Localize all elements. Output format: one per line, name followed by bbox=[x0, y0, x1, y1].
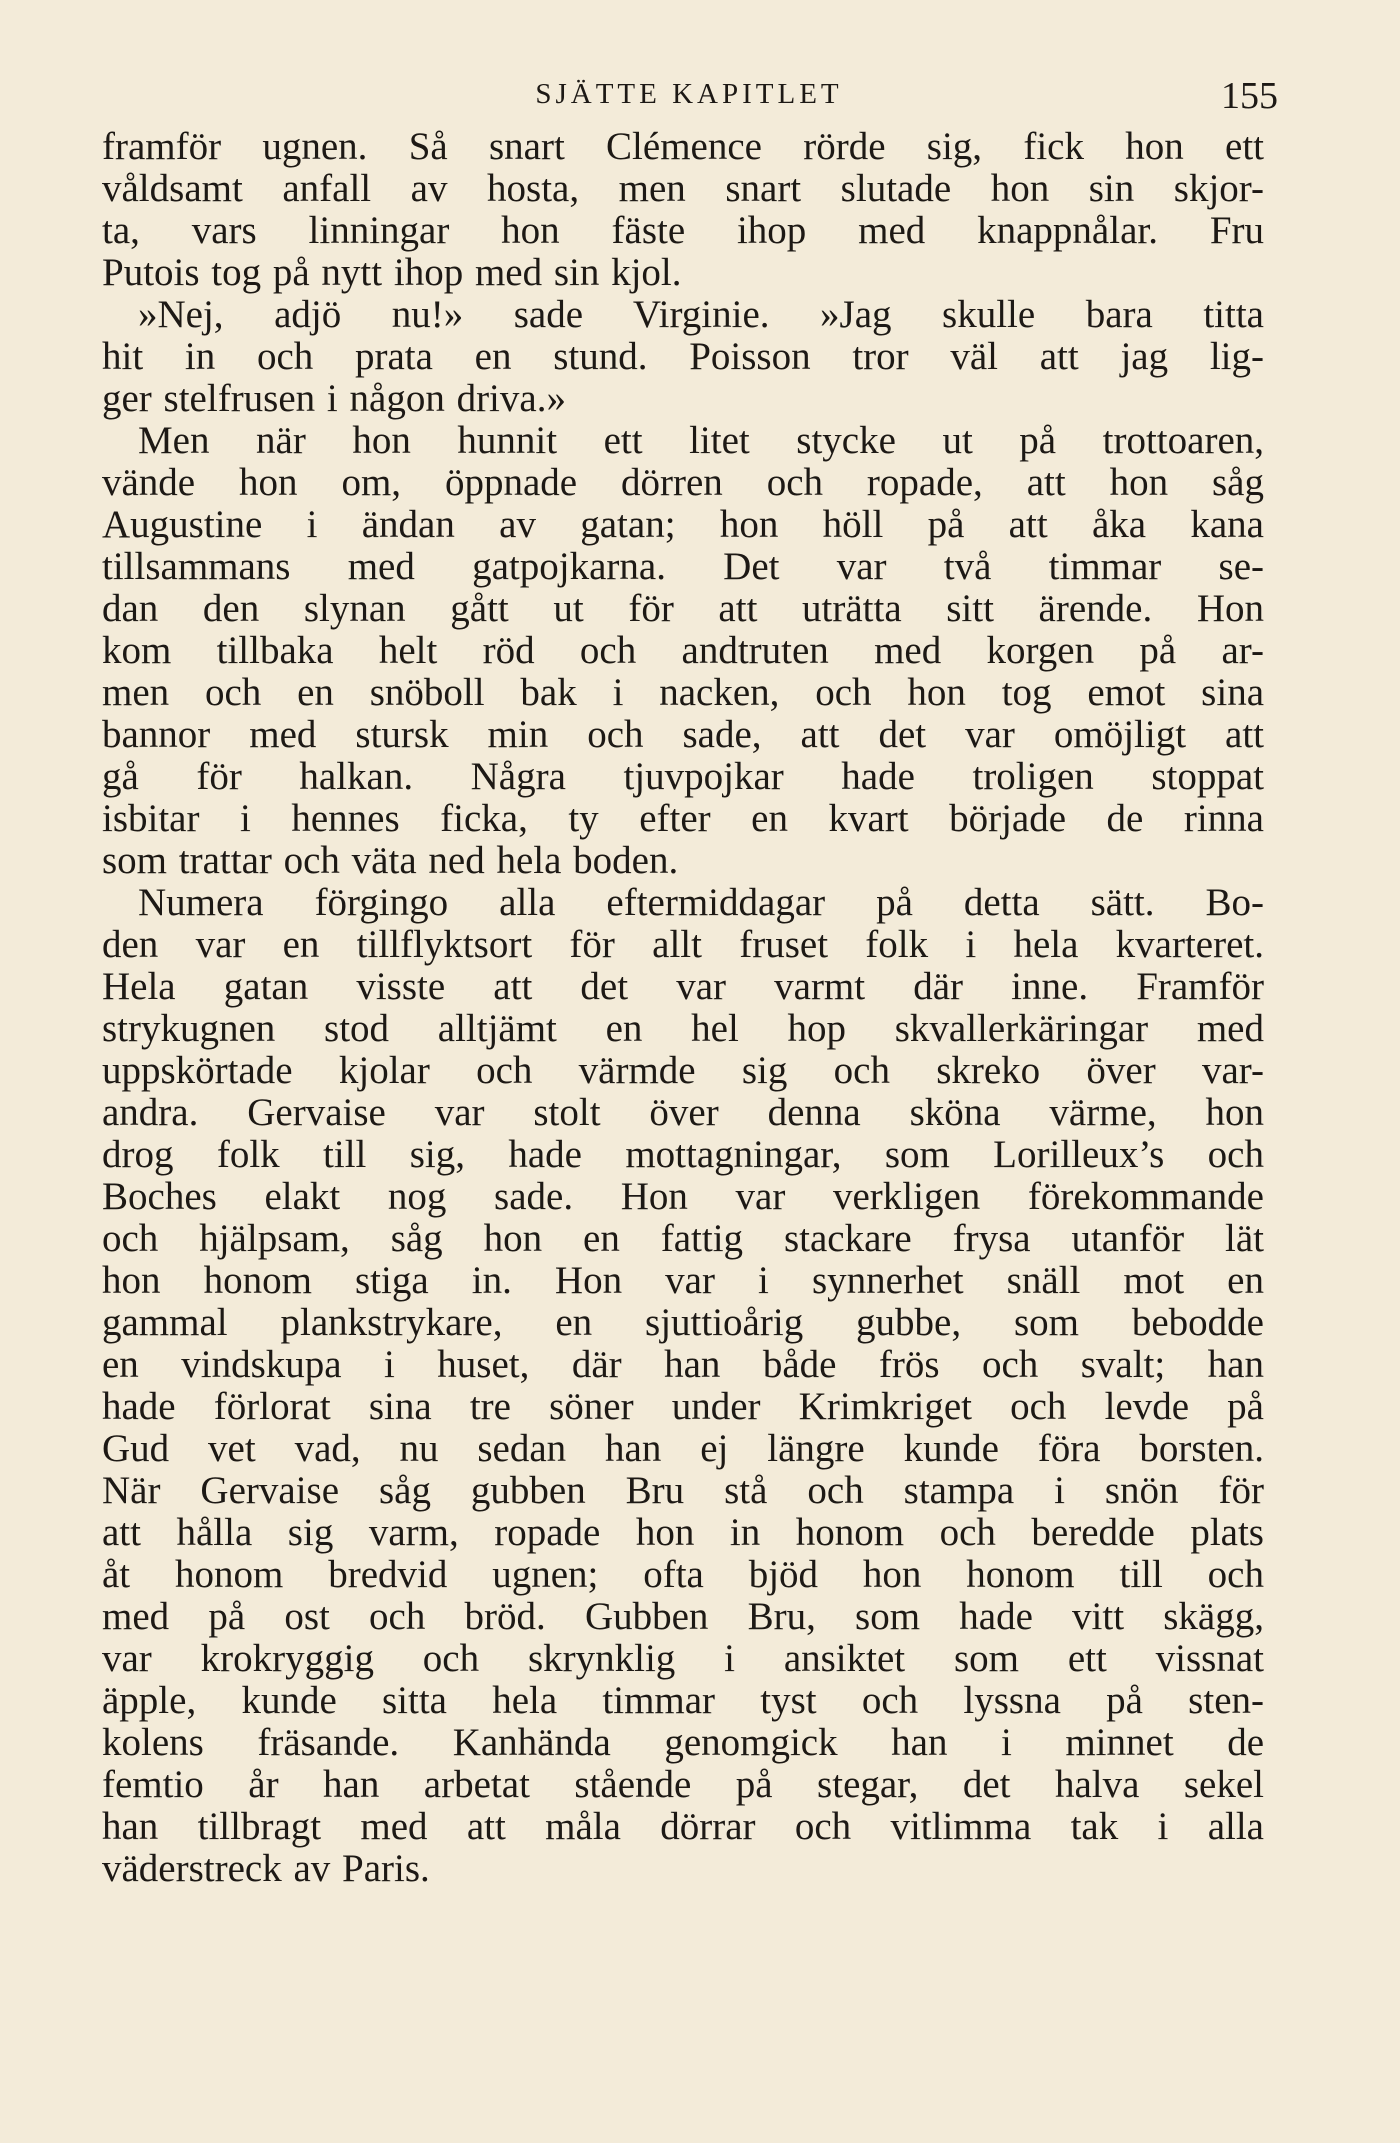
page-number: 155 bbox=[1221, 75, 1278, 117]
text-line: tillsammans med gatpojkarna. Det var två timmar se- bbox=[102, 545, 1264, 588]
running-header bbox=[100, 75, 1278, 128]
text-line: den var en tillflyktsort för allt fruset folk i hela kvarteret. bbox=[102, 923, 1264, 966]
text-line: strykugnen stod alltjämt en hel hop skvallerkäringar med bbox=[102, 1007, 1264, 1050]
text-line: kolens fräsande. Kanhända genomgick han i minnet de bbox=[102, 1721, 1264, 1764]
text-line: dan den slynan gått ut för att uträtta sitt ärende. Hon bbox=[102, 587, 1264, 630]
text-line: ger stelfrusen i någon driva.» bbox=[102, 377, 566, 420]
text-line: Putois tog på nytt ihop med sin kjol. bbox=[102, 251, 682, 294]
text-line: Boches elakt nog sade. Hon var verkligen förekommande bbox=[102, 1175, 1264, 1218]
text-line: vände hon om, öppnade dörren och ropade, att hon såg bbox=[102, 461, 1264, 504]
text-line: Augustine i ändan av gatan; hon höll på att åka kana bbox=[102, 503, 1264, 546]
text-line: hade förlorat sina tre söner under Krimkriget och levde på bbox=[102, 1385, 1264, 1428]
text-line: bannor med stursk min och sade, att det var omöjligt att bbox=[102, 713, 1264, 756]
text-line: var krokryggig och skrynklig i ansiktet som ett vissnat bbox=[102, 1637, 1264, 1680]
chapter-title: SJÄTTE KAPITLET bbox=[535, 78, 843, 110]
text-line: väderstreck av Paris. bbox=[102, 1847, 430, 1890]
text-line: isbitar i hennes ficka, ty efter en kvart började de rinna bbox=[102, 797, 1264, 840]
text-line: gå för halkan. Några tjuvpojkar hade troligen stoppat bbox=[102, 755, 1264, 798]
text-line: hit in och prata en stund. Poisson tror väl att jag lig- bbox=[102, 335, 1264, 378]
text-line: han tillbragt med att måla dörrar och vitlimma tak i alla bbox=[102, 1805, 1264, 1848]
text-line: uppskörtade kjolar och värmde sig och skreko över var- bbox=[102, 1049, 1264, 1092]
text-line: Hela gatan visste att det var varmt där inne. Framför bbox=[102, 965, 1264, 1008]
text-line: »Nej, adjö nu!» sade Virginie. »Jag skulle bara titta bbox=[138, 293, 1264, 336]
text-line: men och en snöboll bak i nacken, och hon tog emot sina bbox=[102, 671, 1264, 714]
body-text bbox=[102, 126, 1264, 1890]
text-line: femtio år han arbetat stående på stegar, det halva sekel bbox=[102, 1763, 1264, 1806]
text-line: med på ost och bröd. Gubben Bru, som hade vitt skägg, bbox=[102, 1595, 1264, 1638]
text-line: som trattar och väta ned hela boden. bbox=[102, 839, 679, 882]
text-line: våldsamt anfall av hosta, men snart slutade hon sin skjor- bbox=[102, 167, 1264, 210]
text-line: Numera förgingo alla eftermiddagar på detta sätt. Bo- bbox=[138, 881, 1264, 924]
text-line: Gud vet vad, nu sedan han ej längre kunde föra borsten. bbox=[102, 1427, 1264, 1470]
text-line: en vindskupa i huset, där han både frös och svalt; han bbox=[102, 1343, 1264, 1386]
text-line: framför ugnen. Så snart Clémence rörde sig, fick hon ett bbox=[102, 125, 1264, 168]
text-line: Men när hon hunnit ett litet stycke ut på trottoaren, bbox=[138, 419, 1264, 462]
text-line: hon honom stiga in. Hon var i synnerhet snäll mot en bbox=[102, 1259, 1264, 1302]
text-line: När Gervaise såg gubben Bru stå och stampa i snön för bbox=[102, 1469, 1264, 1512]
text-line: och hjälpsam, såg hon en fattig stackare frysa utanför lät bbox=[102, 1217, 1264, 1260]
text-line: ta, vars linningar hon fäste ihop med knappnålar. Fru bbox=[102, 209, 1264, 252]
text-line: andra. Gervaise var stolt över denna sköna värme, hon bbox=[102, 1091, 1264, 1134]
text-line: att hålla sig varm, ropade hon in honom och beredde plats bbox=[102, 1511, 1264, 1554]
text-line: kom tillbaka helt röd och andtruten med korgen på ar- bbox=[102, 629, 1264, 672]
text-line: åt honom bredvid ugnen; ofta bjöd hon honom till och bbox=[102, 1553, 1264, 1596]
text-line: äpple, kunde sitta hela timmar tyst och lyssna på sten- bbox=[102, 1679, 1264, 1722]
text-line: gammal plankstrykare, en sjuttioårig gubbe, som bebodde bbox=[102, 1301, 1264, 1344]
text-line: drog folk till sig, hade mottagningar, som Lorilleux’s och bbox=[102, 1133, 1264, 1176]
